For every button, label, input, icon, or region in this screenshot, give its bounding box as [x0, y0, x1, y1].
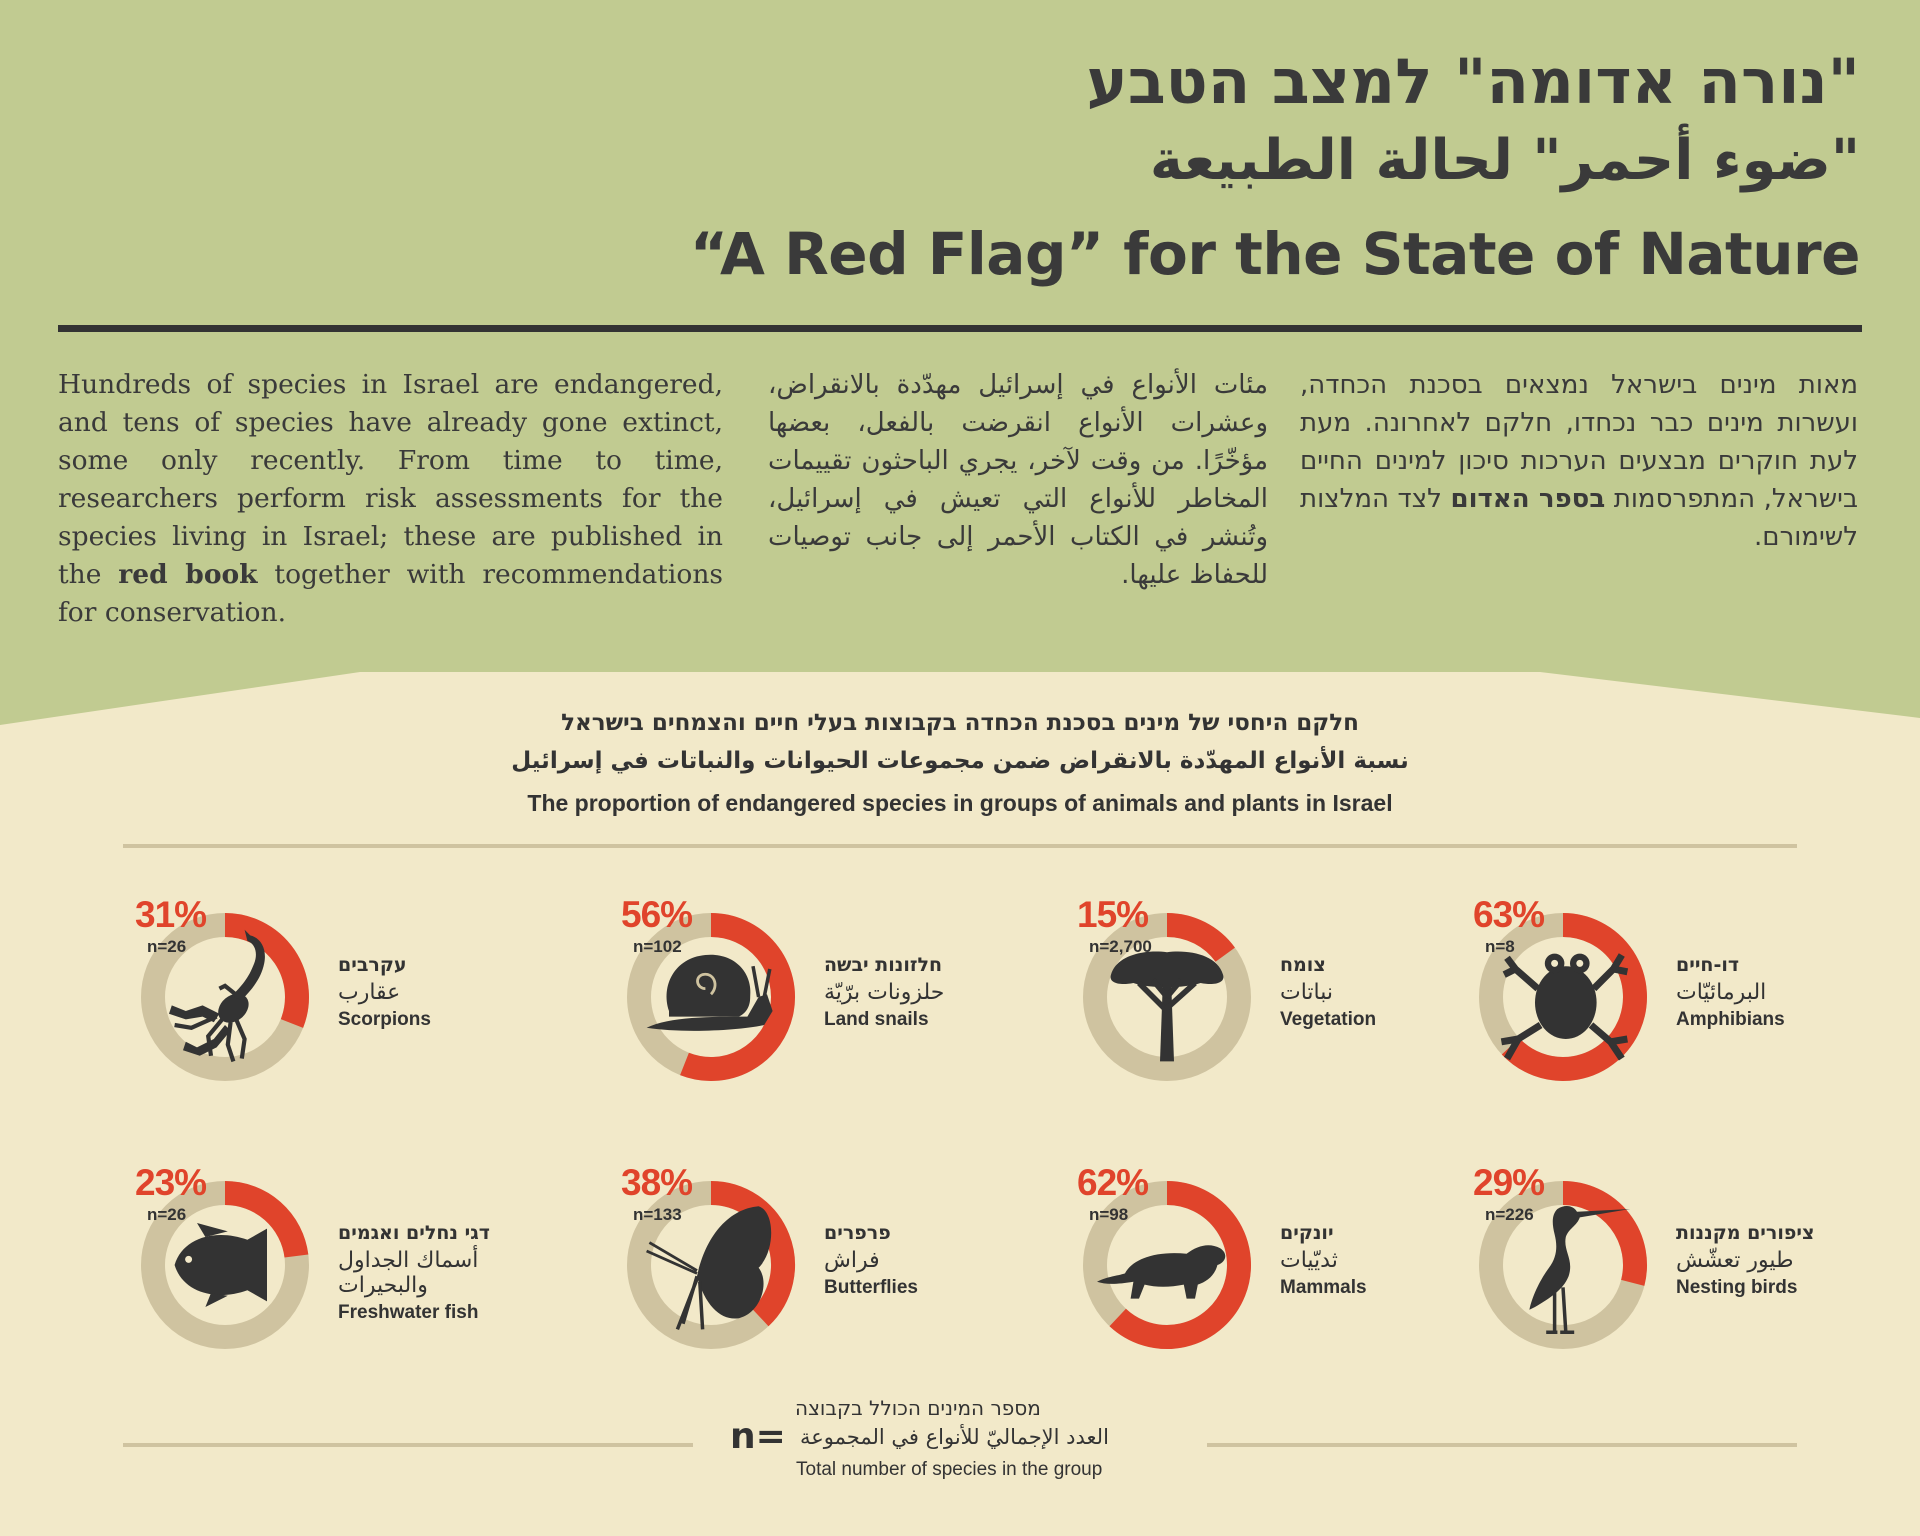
snail-icon — [647, 955, 773, 1031]
percent-label-nesting-birds: 29% — [1473, 1162, 1545, 1203]
group-label-hebrew: דגי נחלים ואגמים — [338, 1222, 490, 1244]
legend-arabic: العدد الإجماليّ للأنواع في المجموعة — [800, 1425, 1109, 1449]
group-label-arabic: طيور تعشّش — [1676, 1248, 1794, 1273]
group-label-arabic: أسماك الجداول والبحيرات — [338, 1248, 479, 1298]
group-label-english: Vegetation — [1280, 1009, 1377, 1030]
group-label-scorpions — [338, 954, 431, 1031]
group-label-hebrew: ציפורים מקננות — [1676, 1222, 1815, 1244]
group-label-english: Nesting birds — [1676, 1277, 1798, 1298]
group-label-arabic: حلزونات برّيّة — [824, 980, 945, 1005]
group-label-arabic: ثديّيات — [1280, 1248, 1338, 1273]
legend-divider-left — [123, 1443, 693, 1447]
group-label-amphibians — [1676, 954, 1785, 1031]
section-title-hebrew: חלקם היחסי של מינים בסכנת הכחדה בקבוצות בעלי חיים והצמחים בישראל — [561, 710, 1359, 736]
legend-divider-right — [1207, 1443, 1797, 1447]
group-label-hebrew: יונקים — [1280, 1222, 1334, 1244]
n-label-scorpions: n=26 — [147, 937, 187, 956]
group-label-hebrew: עקרבים — [338, 954, 407, 976]
group-label-vegetation — [1280, 954, 1376, 1031]
n-label-vegetation: n=2,700 — [1089, 937, 1152, 956]
group-label-english: Scorpions — [338, 1009, 431, 1030]
legend-english: Total number of species in the group — [796, 1459, 1103, 1480]
group-label-nesting-birds — [1676, 1222, 1814, 1299]
group-label-arabic: عقارب — [338, 980, 401, 1005]
ring-endangered-nesting-birds — [1563, 1193, 1635, 1283]
intro-english-text-2: together with recommendations for conservation. — [58, 559, 724, 628]
n-label-amphibians: n=8 — [1485, 937, 1515, 956]
percent-label-scorpions: 31% — [135, 894, 207, 935]
ring-endangered-vegetation — [1167, 925, 1225, 955]
title-arabic: "ضوء أحمر" لحالة الطبيعة — [1149, 128, 1860, 193]
percent-label-freshwater-fish: 23% — [135, 1162, 207, 1203]
group-label-hebrew: חלזונות יבשה — [824, 954, 943, 976]
group-label-butterflies — [824, 1222, 918, 1299]
group-label-arabic: البرمائيّات — [1676, 980, 1767, 1005]
group-label-hebrew: צומח — [1280, 954, 1326, 976]
legend-n-symbol: n= — [730, 1416, 786, 1457]
n-label-land-snails: n=102 — [633, 937, 682, 956]
percent-label-mammals: 62% — [1077, 1162, 1149, 1203]
title-english: “A Red Flag” for the State of Nature — [689, 220, 1860, 288]
n-label-butterflies: n=133 — [633, 1205, 682, 1224]
title-hebrew: "נורה אדומה" למצב הטבע — [1086, 45, 1860, 118]
group-label-arabic: فراش — [824, 1248, 880, 1273]
n-label-freshwater-fish: n=26 — [147, 1205, 187, 1224]
group-label-arabic: نباتات — [1280, 980, 1334, 1005]
group-label-hebrew: פרפרים — [824, 1222, 891, 1244]
otter-icon — [1097, 1245, 1225, 1298]
group-label-freshwater-fish — [338, 1222, 508, 1324]
intro-english-bold: red book — [118, 559, 258, 590]
intro-hebrew-text-1: מאות מינים בישראל נמצאים בסכנת הכחדה, ועשרות מינים כבר נכחדו, חלקם לאחרונה. מעת לעת חוקרים מבצעים הערכות סיכון למינים החיים בישראל, המתפרסמות — [1300, 370, 1858, 514]
intro-hebrew-text-2: לצד המלצות לשימורם. — [1300, 484, 1858, 552]
group-label-land-snails — [824, 954, 944, 1031]
group-label-mammals — [1280, 1222, 1367, 1299]
intro-hebrew-bold: בספר האדום — [1450, 484, 1606, 514]
intro-arabic: مئات الأنواع في إسرائيل مهدّدة بالانقراض، وعشرات الأنواع انقرضت بالفعل، بعضها مؤخّرًا. من وقت لآخر، يجري الباحثون تقييمات المخاطر للأنواع التي تعيش في إسرائيل، وتُنشر في الكتاب الأحمر إلى جانب توصيات للحفاظ عليها. — [768, 370, 1268, 590]
fish-icon — [175, 1223, 267, 1307]
intro-english-text-1: Hundreds of species in Israel are endangered, and tens of species have already gone extinct, some only recently. From time to time, researchers perform risk assessments for the species living in Israel; these are published in the — [58, 369, 723, 590]
section-title-english: The proportion of endangered species in groups of animals and plants in Israel — [527, 790, 1393, 816]
percent-label-vegetation: 15% — [1077, 894, 1149, 935]
section-title-arabic: نسبة الأنواع المهدّدة بالانقراض ضمن مجموعات الحيوانات والنباتات في إسرائيل — [511, 748, 1409, 774]
n-label-nesting-birds: n=226 — [1485, 1205, 1534, 1224]
group-label-english: Freshwater fish — [338, 1302, 479, 1323]
group-label-english: Amphibians — [1676, 1009, 1785, 1030]
group-label-english: Land snails — [824, 1009, 929, 1030]
n-label-mammals: n=98 — [1089, 1205, 1129, 1224]
legend-hebrew: מספר המינים הכולל בקבוצה — [795, 1396, 1041, 1420]
percent-label-land-snails: 56% — [621, 894, 693, 935]
percent-label-butterflies: 38% — [621, 1162, 693, 1203]
percent-label-amphibians: 63% — [1473, 894, 1545, 935]
group-label-hebrew: דו-חיים — [1676, 954, 1740, 976]
group-label-english: Butterflies — [824, 1277, 918, 1298]
group-label-english: Mammals — [1280, 1277, 1367, 1298]
